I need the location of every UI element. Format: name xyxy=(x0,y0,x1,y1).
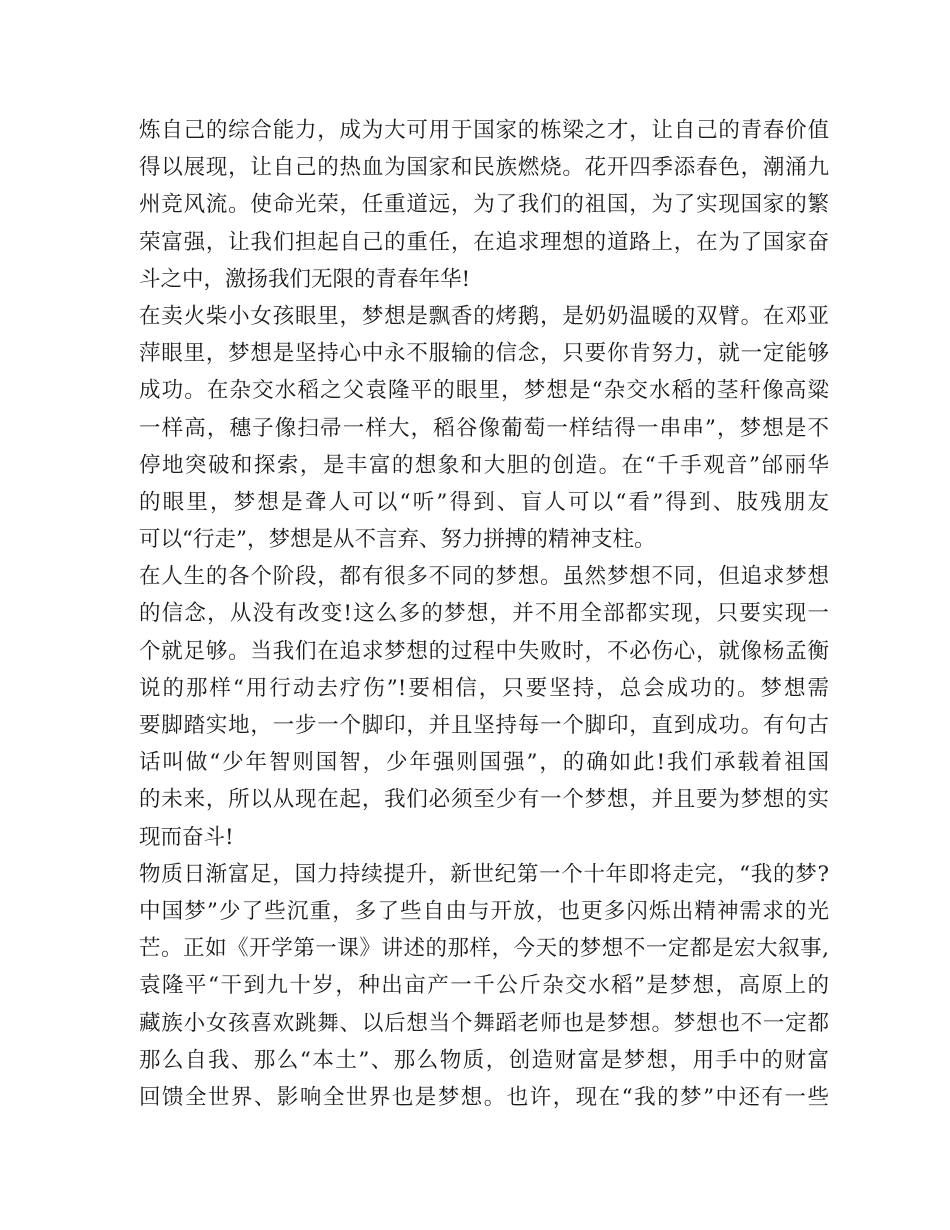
text-line: 得以展现，让自己的热血为国家和民族燃烧。花开四季添春色，潮涌九 xyxy=(139,155,829,181)
text-line: 回馈全世界、影响全世界也是梦想。也许，现在“我的梦”中还有一些 xyxy=(139,1084,829,1110)
text-line: 那么自我、那么“本土”、那么物质，创造财富是梦想，用手中的财富 xyxy=(139,1047,829,1073)
text-line: 中国梦”少了些沉重，多了些自由与开放，也更多闪烁出精神需求的光 xyxy=(139,898,829,924)
text-line: 现而奋斗! xyxy=(139,824,234,850)
text-line: 个就足够。当我们在追求梦想的过程中失败时，不必伤心，就像杨孟衡 xyxy=(139,638,829,664)
text-line: 的眼里，梦想是聋人可以“听”得到、盲人可以“看”得到、肢残朋友 xyxy=(139,489,829,515)
text-line: 藏族小女孩喜欢跳舞、以后想当个舞蹈老师也是梦想。梦想也不一定都 xyxy=(139,1010,829,1036)
paragraph-2 xyxy=(139,298,829,558)
text-line: 物质日渐富足，国力持续提升，新世纪第一个十年即将走完，“我的梦? xyxy=(139,861,829,887)
document-body xyxy=(139,112,829,1116)
text-line: 在人生的各个阶段，都有很多不同的梦想。虽然梦想不同，但追求梦想 xyxy=(139,564,829,590)
paragraph-3 xyxy=(139,558,829,856)
text-line: 萍眼里，梦想是坚持心中永不服输的信念，只要你肯努力，就一定能够 xyxy=(139,341,829,367)
text-line: 要脚踏实地，一步一个脚印，并且坚持每一个脚印，直到成功。有句古 xyxy=(139,713,829,738)
text-line: 说的那样“用行动去疗伤”!要相信，只要坚持，总会成功的。梦想需 xyxy=(139,675,829,701)
text-line: 停地突破和探索，是丰富的想象和大胆的创造。在“千手观音”邰丽华 xyxy=(139,452,829,478)
text-line: 话叫做“少年智则国智，少年强则国强”，的确如此!我们承载着祖国 xyxy=(139,750,829,776)
text-line: 一样高，穗子像扫帚一样大，稻谷像葡萄一样结得一串串”，梦想是不 xyxy=(139,415,829,441)
text-line: 州竞风流。使命光荣，任重道远，为了我们的祖国，为了实现国家的繁 xyxy=(139,192,829,218)
text-line: 芒。正如《开学第一课》讲述的那样，今天的梦想不一定都是宏大叙事, xyxy=(139,936,829,962)
text-line: 可以“行走”，梦想是从不言弃、努力拼搏的精神支柱。 xyxy=(139,527,656,553)
paragraph-4 xyxy=(139,856,829,1116)
text-line: 的信念，从没有改变!这么多的梦想，并不用全部都实现，只要实现一 xyxy=(139,601,829,627)
text-line: 斗之中，激扬我们无限的青春年华! xyxy=(139,266,471,292)
paragraph-1 xyxy=(139,112,829,298)
text-line: 荣富强，让我们担起自己的重任，在追求理想的道路上，在为了国家奋 xyxy=(139,229,829,255)
text-line: 炼自己的综合能力，成为大可用于国家的栋梁之才，让自己的青春价值 xyxy=(139,118,829,143)
text-line: 的未来，所以从现在起，我们必须至少有一个梦想，并且要为梦想的实 xyxy=(139,787,829,813)
text-line: 袁隆平“干到九十岁，种出亩产一千公斤杂交水稻”是梦想，高原上的 xyxy=(139,973,829,999)
text-line: 成功。在杂交水稻之父袁隆平的眼里，梦想是“杂交水稻的茎秆像高粱 xyxy=(139,378,829,404)
text-line: 在卖火柴小女孩眼里，梦想是飘香的烤鹅，是奶奶温暖的双臂。在邓亚 xyxy=(139,303,829,329)
